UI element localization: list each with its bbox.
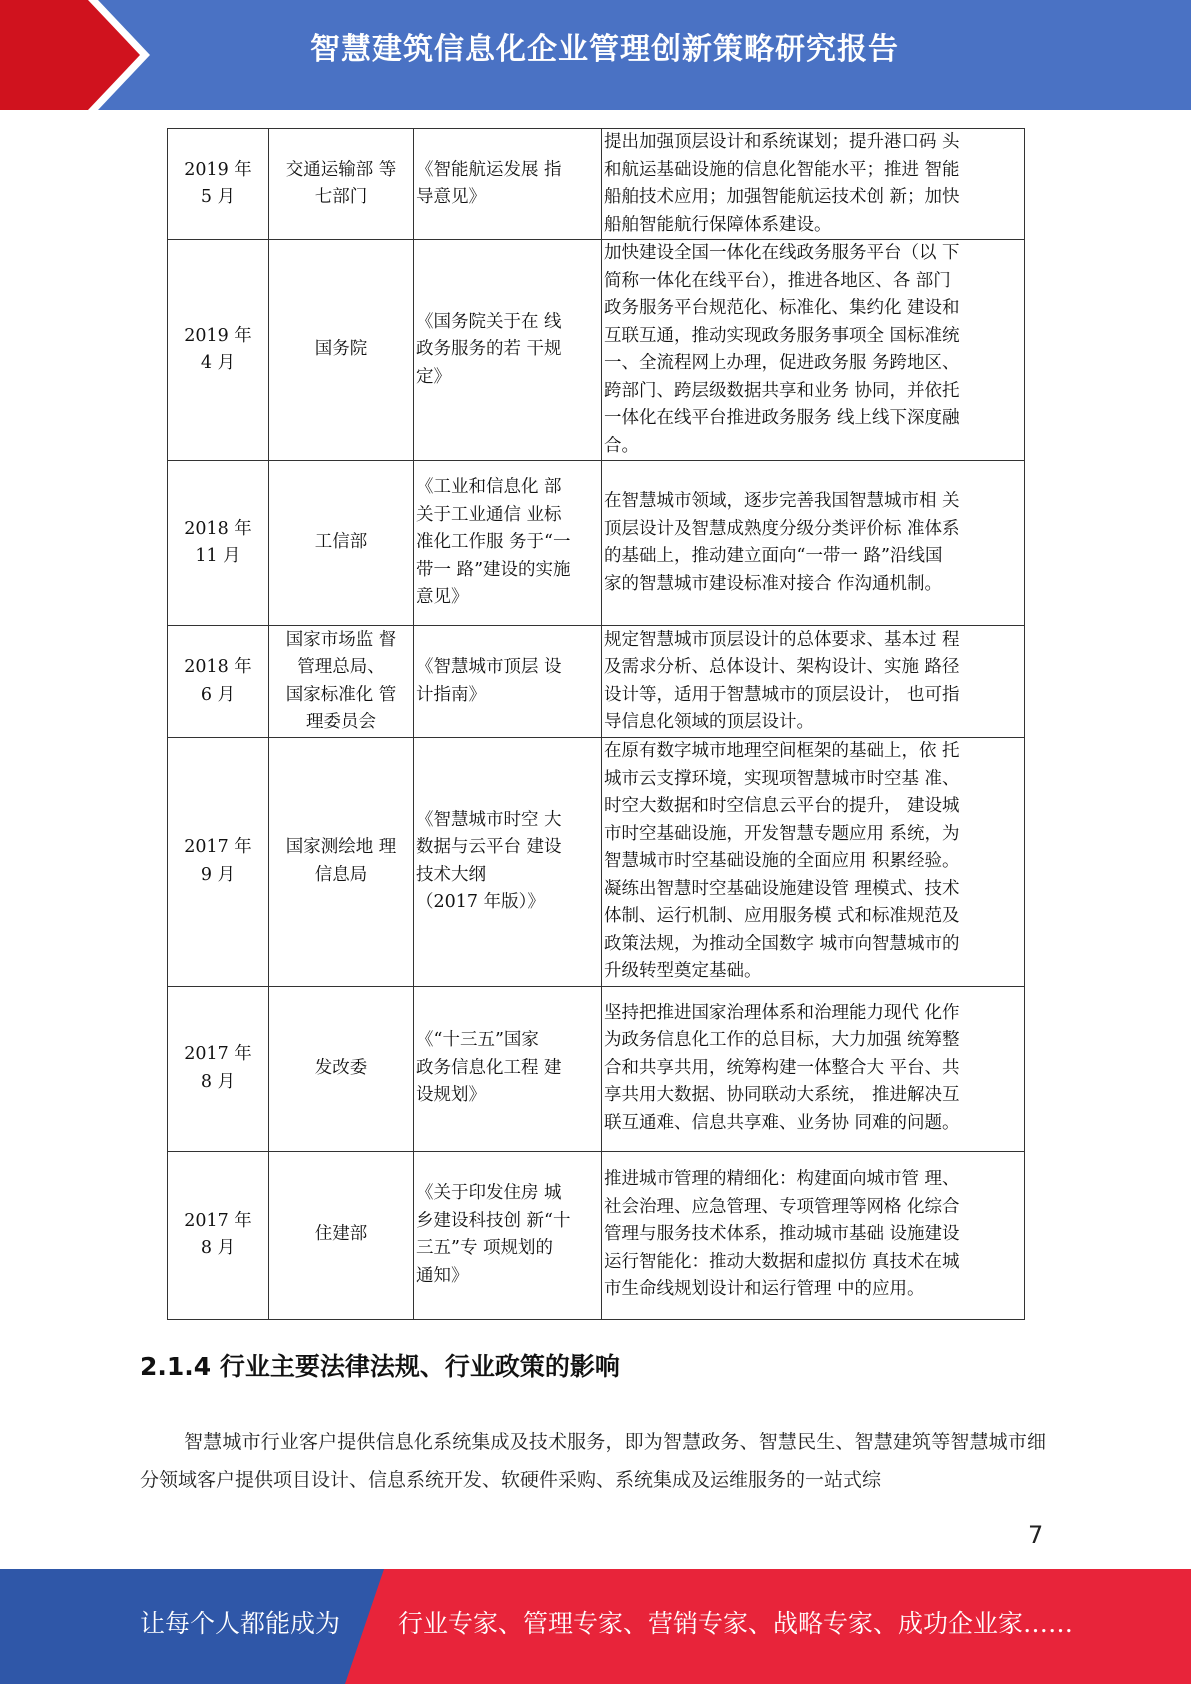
- policy-document-line: 关于工业通信 业标: [416, 504, 562, 525]
- issuing-agency-cell: [269, 626, 414, 738]
- policy-document-line: 准化工作服 务于“一: [416, 532, 571, 553]
- issue-date-cell: [168, 1151, 269, 1319]
- issue-date-line: 2017 年: [184, 1044, 252, 1064]
- issuing-agency-line: 国家市场监 督: [285, 629, 397, 650]
- policy-content-line: 智慧城市时空基础设施的全面应用 积累经验。: [604, 851, 960, 871]
- issuing-agency-line: 管理总局、: [297, 657, 385, 677]
- policy-document-line: 三五”专 项规划的: [416, 1238, 554, 1258]
- policy-content-line: 在原有数字城市地理空间框架的基础上，依 托: [604, 741, 960, 761]
- issuing-agency-line: 国家测绘地 理: [285, 837, 397, 858]
- issue-date-line: 5 月: [200, 187, 236, 207]
- policy-document-line: 通知》: [416, 1265, 469, 1286]
- policy-content-line: 市时空基础设施，开发智慧专题应用 系统，为: [604, 823, 960, 844]
- policy-content-cell: [602, 738, 1025, 987]
- table-row: [168, 240, 1025, 461]
- issue-date-cell: [168, 986, 269, 1151]
- policy-content-cell: [602, 461, 1025, 626]
- policy-content-line: 导信息化领域的顶层设计。: [604, 712, 814, 732]
- policy-content-line: 政策法规，为推动全国数字 城市向智慧城市的: [604, 933, 960, 954]
- policy-content-line: 简称一体化在线平台），推进各地区、各 部门: [604, 270, 951, 291]
- table-row: [168, 129, 1025, 240]
- issuing-agency-cell: [269, 461, 414, 626]
- policy-content-line: 一体化在线平台推进政务服务 线上线下深度融: [604, 408, 960, 428]
- issue-date-line: 2019 年: [184, 325, 252, 346]
- policy-content-cell: [602, 626, 1025, 738]
- policy-document-line: 乡建设科技创 新“十: [416, 1210, 571, 1231]
- issuing-agency-cell: [269, 129, 414, 240]
- footer-slogan-right: 行业专家、管理专家、营销专家、战略专家、成功企业家……: [398, 1609, 1074, 1638]
- issue-date-line: 2018 年: [184, 518, 252, 539]
- issue-date-cell: [168, 461, 269, 626]
- issue-date-cell: [168, 626, 269, 738]
- table-row: [168, 461, 1025, 626]
- policy-content-line: 联互通难、信息共享难、业务协 同难的问题。: [604, 1112, 960, 1133]
- policy-content-line: 和航运基础设施的信息化智能水平；推进 智能: [604, 159, 960, 180]
- policy-content-line: 城市云支撑环境，实现项智慧城市时空基 准、: [604, 768, 960, 789]
- policy-document-line: （2017 年版）》: [416, 892, 545, 913]
- issuing-agency-cell: [269, 986, 414, 1151]
- issue-date-line: 4 月: [200, 353, 236, 373]
- issuing-agency-line: 七部门: [314, 187, 368, 207]
- issue-date-cell: [168, 129, 269, 240]
- policy-document-line: 定》: [416, 366, 451, 387]
- policy-document-cell: [414, 1151, 602, 1319]
- issue-date-line: 2017 年: [184, 1210, 252, 1231]
- policy-content-line: 规定智慧城市顶层设计的总体要求、基本过 程: [604, 629, 960, 650]
- policy-content-line: 为政务信息化工作的总目标，大力加强 统筹整: [604, 1030, 960, 1051]
- header-arrow-decoration: [0, 0, 150, 110]
- issuing-agency-line: 国家标准化 管: [285, 684, 397, 705]
- page-header: [0, 0, 1191, 110]
- policy-table: [167, 128, 1025, 1320]
- policy-document-line: 计指南》: [416, 684, 486, 705]
- policy-content-line: 体制、运行机制、应用服务模 式和标准规范及: [604, 906, 960, 926]
- issue-date-line: 11 月: [195, 546, 241, 566]
- policy-content-line: 加快建设全国一体化在线政务服务平台（以 下: [604, 243, 960, 263]
- issue-date-cell: [168, 240, 269, 461]
- policy-content-line: 坚持把推进国家治理体系和治理能力现代 化作: [604, 1002, 960, 1023]
- section-heading: 2.1.4 行业主要法律法规、行业政策的影响: [140, 1352, 620, 1381]
- issuing-agency-line: 住建部: [314, 1224, 368, 1245]
- footer-slogan-left: 让每个人都能成为: [140, 1609, 341, 1638]
- issue-date-line: 8 月: [200, 1071, 236, 1092]
- report-title: 智慧建筑信息化企业管理创新策略研究报告: [310, 32, 899, 67]
- policy-document-line: 《“十三五”国家: [416, 1030, 539, 1051]
- page-number: 7: [1028, 1521, 1044, 1549]
- policy-content-line: 享共用大数据、协同联动大系统， 推进解决互: [604, 1085, 960, 1106]
- table-row: [168, 626, 1025, 738]
- policy-content-line: 在智慧城市领域，逐步完善我国智慧城市相 关: [604, 491, 960, 511]
- policy-document-line: 政务信息化工程 建: [416, 1057, 562, 1078]
- policy-content-line: 船舶智能航行保障体系建设。: [604, 214, 832, 235]
- policy-content-line: 跨部门、跨层级数据共享和业务 协同，并依托: [604, 380, 960, 401]
- policy-document-line: 《关于印发住房 城: [416, 1183, 562, 1203]
- policy-document-line: 技术大纲: [416, 864, 486, 885]
- policy-content-line: 运行智能化：推动大数据和虚拟仿 真技术在城: [604, 1251, 960, 1272]
- policy-document-cell: [414, 129, 602, 240]
- issuing-agency-line: 发改委: [314, 1057, 368, 1078]
- policy-document-line: 设规划》: [416, 1085, 486, 1106]
- issue-date-line: 2017 年: [184, 837, 252, 858]
- issuing-agency-line: 信息局: [314, 864, 368, 885]
- policy-content-cell: [602, 129, 1025, 240]
- policy-document-cell: [414, 986, 602, 1151]
- policy-document-line: 政务服务的若 干规: [416, 339, 562, 360]
- policy-document-line: 《工业和信息化 部: [416, 477, 562, 498]
- policy-document-cell: [414, 738, 602, 987]
- table-row: [168, 1151, 1025, 1319]
- issue-date-line: 2018 年: [184, 657, 252, 677]
- table-row: [168, 986, 1025, 1151]
- issue-date-cell: [168, 738, 269, 987]
- issue-date-line: 8 月: [200, 1238, 236, 1258]
- policy-content-line: 凝练出智慧时空基础设施建设管 理模式、技术: [604, 878, 960, 899]
- policy-document-cell: [414, 461, 602, 626]
- body-paragraph: 智慧城市行业客户提供信息化系统集成及技术服务，即为智慧政务、智慧民生、智慧建筑等智慧城市细分领域客户提供项目设计、信息系统开发、软硬件采购、系统集成及运维服务的一站式综: [140, 1431, 1046, 1491]
- policy-content-line: 互联互通，推动实现政务服务事项全 国标准统: [604, 325, 960, 346]
- policy-content-line: 政务服务平台规范化、标准化、集约化 建设和: [604, 298, 960, 318]
- policy-content-line: 市生命线规划设计和运行管理 中的应用。: [604, 1279, 925, 1300]
- policy-content-cell: [602, 1151, 1025, 1319]
- policy-content-line: 社会治理、应急管理、专项管理等网格 化综合: [604, 1196, 960, 1217]
- policy-document-line: 意见》: [416, 587, 469, 608]
- policy-content-line: 家的智慧城市建设标准对接合 作沟通机制。: [604, 573, 943, 594]
- policy-content-line: 船舶技术应用；加强智能航运技术创 新；加快: [604, 187, 960, 207]
- policy-document-cell: [414, 626, 602, 738]
- issuing-agency-cell: [269, 738, 414, 987]
- policy-content-line: 推进城市管理的精细化：构建面向城市管 理、: [604, 1169, 960, 1190]
- policy-content-line: 提出加强顶层设计和系统谋划；提升港口码 头: [604, 132, 960, 152]
- policy-document-line: 《智慧城市顶层 设: [416, 657, 562, 677]
- policy-content-line: 时空大数据和时空信息云平台的提升， 建设城: [604, 796, 960, 816]
- issuing-agency-line: 工信部: [314, 532, 368, 553]
- issuing-agency-cell: [269, 240, 414, 461]
- policy-content-line: 设计等，适用于智慧城市的顶层设计， 也可指: [604, 684, 960, 705]
- policy-document-line: 《国务院关于在 线: [416, 311, 562, 332]
- policy-document-line: 《智慧城市时空 大: [416, 809, 562, 830]
- page-footer: [0, 1569, 1191, 1684]
- policy-content-line: 一、全流程网上办理，促进政务服 务跨地区、: [604, 353, 960, 373]
- policy-document-line: 带一 路”建设的实施: [416, 559, 571, 580]
- policy-document-line: 数据与云平台 建设: [416, 837, 562, 858]
- policy-content-cell: [602, 986, 1025, 1151]
- policy-document-cell: [414, 240, 602, 461]
- policy-document-line: 《智能航运发展 指: [416, 159, 562, 180]
- policy-content-line: 管理与服务技术体系，推动城市基础 设施建设: [604, 1224, 960, 1245]
- issuing-agency-line: 国务院: [314, 339, 368, 360]
- policy-content-cell: [602, 240, 1025, 461]
- policy-document-line: 导意见》: [416, 187, 486, 207]
- issuing-agency-line: 理委员会: [306, 712, 376, 732]
- issue-date-line: 2019 年: [184, 159, 252, 180]
- policy-content-line: 合和共享共用，统筹构建一体整合大 平台、共: [604, 1057, 960, 1078]
- issuing-agency-cell: [269, 1151, 414, 1319]
- policy-content-line: 升级转型奠定基础。: [604, 961, 762, 981]
- issuing-agency-line: 交通运输部 等: [285, 159, 397, 180]
- policy-content-line: 的基础上，推动建立面向“一带一 路”沿线国: [604, 546, 943, 566]
- table-row: [168, 738, 1025, 987]
- policy-content-line: 及需求分析、总体设计、架构设计、实施 路径: [604, 657, 960, 677]
- policy-content-line: 合。: [604, 435, 639, 456]
- issue-date-line: 6 月: [200, 684, 236, 705]
- issue-date-line: 9 月: [200, 864, 236, 885]
- policy-content-line: 顶层设计及智慧成熟度分级分类评价标 准体系: [604, 518, 960, 539]
